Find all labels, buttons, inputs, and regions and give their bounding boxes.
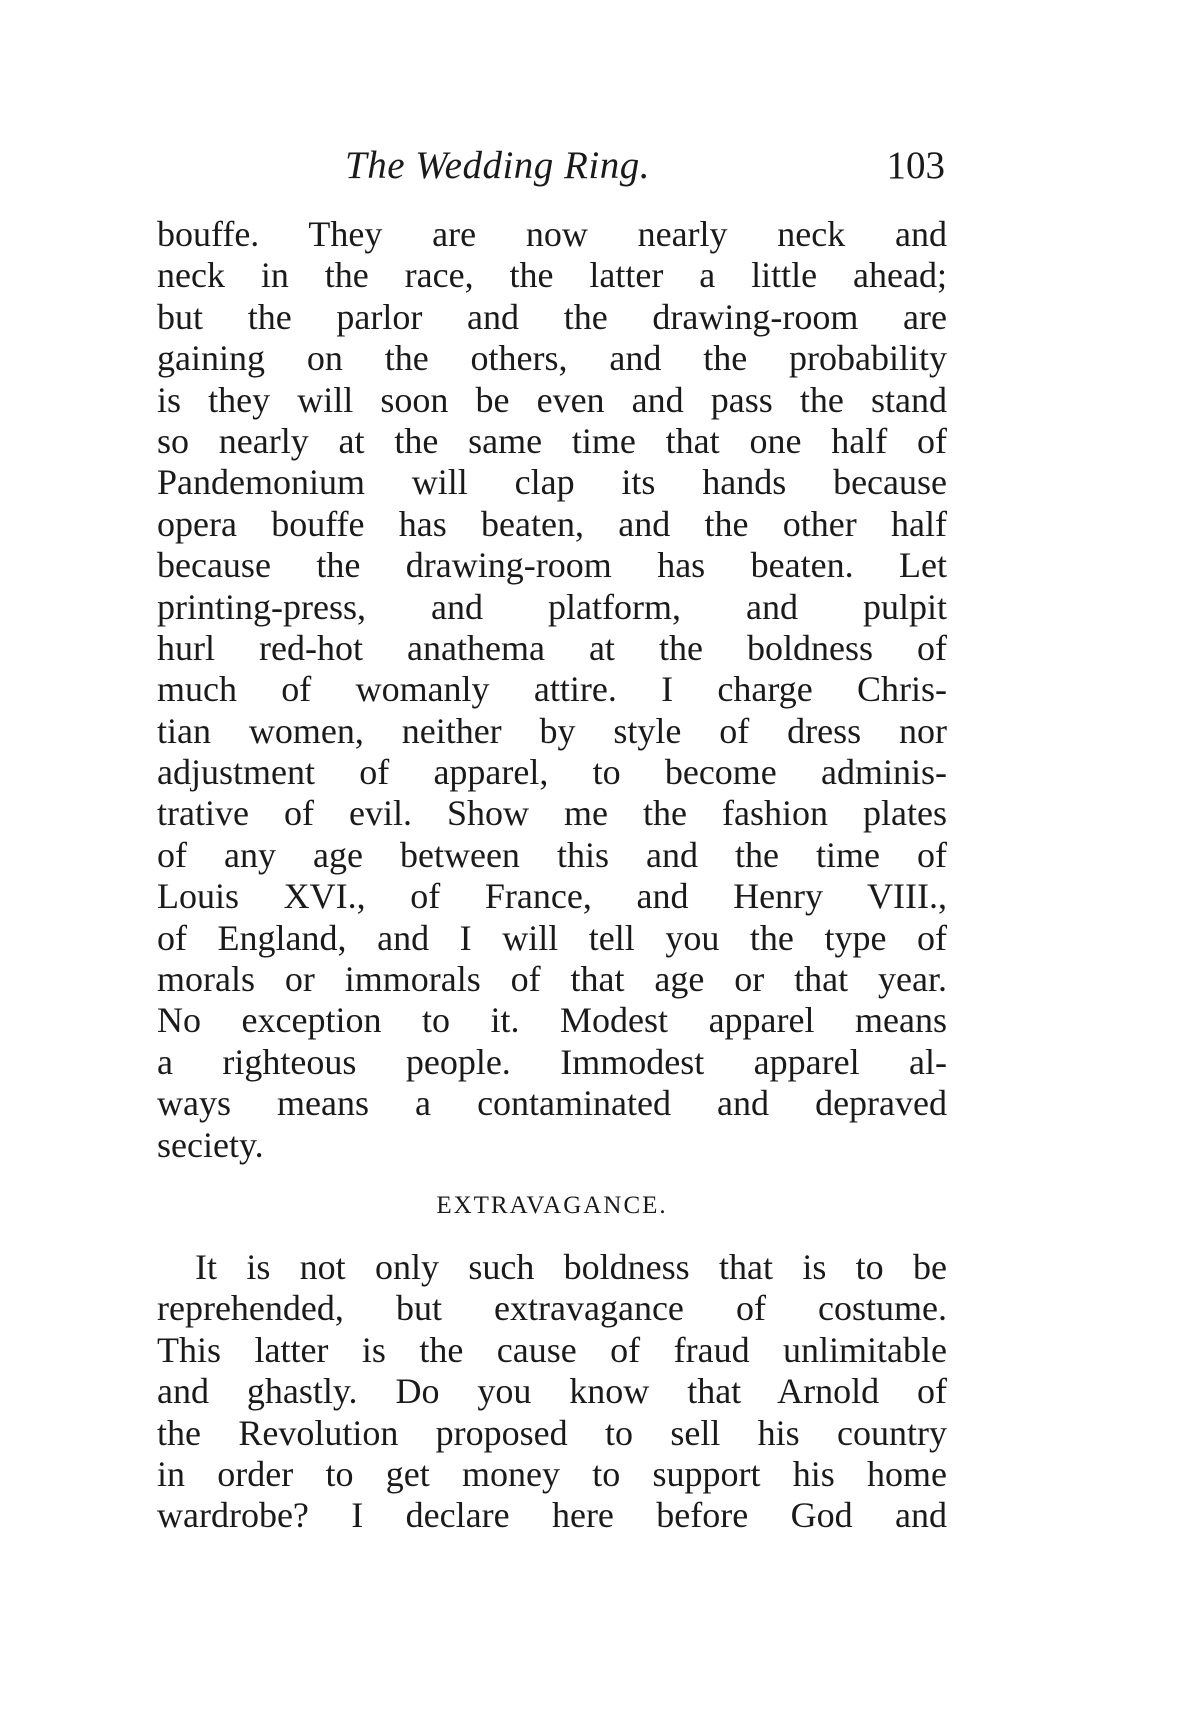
running-title: The Wedding Ring. <box>345 144 650 187</box>
text-line: and ghastly. Do you know that Arnold of <box>157 1371 947 1412</box>
text-line: opera bouffe has beaten, and the other half <box>157 503 947 544</box>
section-heading: EXTRAVAGANCE. <box>436 1192 668 1219</box>
text-line: because the drawing-room has beaten. Let <box>157 545 947 586</box>
text-line: is they will soon be even and pass the stand <box>157 379 947 420</box>
text-line: It is not only such boldness that is to be <box>195 1247 947 1287</box>
text-line: wardrobe? I declare here before God and <box>157 1495 947 1536</box>
text-line: Louis XVI., of France, and Henry VIII., <box>157 876 947 917</box>
paragraph-2 <box>157 1247 947 1537</box>
text-line: No exception to it. Modest apparel means <box>157 1000 947 1041</box>
running-head <box>155 143 945 193</box>
text-line: adjustment of apparel, to become adminis- <box>157 752 947 793</box>
text-line: the Revolution proposed to sell his country <box>157 1412 947 1453</box>
text-line: Pandemonium will clap its hands because <box>157 462 947 503</box>
text-line: of England, and I will tell you the type of <box>157 917 947 958</box>
text-line: of any age between this and the time of <box>157 834 947 875</box>
text-line: a righteous people. Immodest apparel al- <box>157 1041 947 1082</box>
text-line: trative of evil. Show me the fashion plates <box>157 793 947 834</box>
page-number: 103 <box>886 144 945 187</box>
text-line: so nearly at the same time that one half of <box>157 420 947 461</box>
text-line: seciety. <box>157 1124 264 1165</box>
text-line: tian women, neither by style of dress nor <box>157 710 947 751</box>
text-line: morals or immorals of that age or that year. <box>157 959 947 1000</box>
text-line: reprehended, but extravagance of costume. <box>157 1288 947 1329</box>
text-line: hurl red-hot anathema at the boldness of <box>157 627 947 668</box>
text-line: neck in the race, the latter a little ahead; <box>157 255 947 296</box>
paragraph-1 <box>157 214 947 1166</box>
text-line: This latter is the cause of fraud unlimitable <box>157 1329 947 1370</box>
text-line: printing-press, and platform, and pulpit <box>157 586 947 627</box>
text-line: in order to get money to support his home <box>157 1453 947 1494</box>
text-line: ways means a contaminated and depraved <box>157 1083 947 1124</box>
text-line: much of womanly attire. I charge Chris- <box>157 669 947 710</box>
text-line: bouffe. They are now nearly neck and <box>157 214 947 254</box>
text-line: gaining on the others, and the probability <box>157 338 947 379</box>
text-line: but the parlor and the drawing-room are <box>157 296 947 337</box>
